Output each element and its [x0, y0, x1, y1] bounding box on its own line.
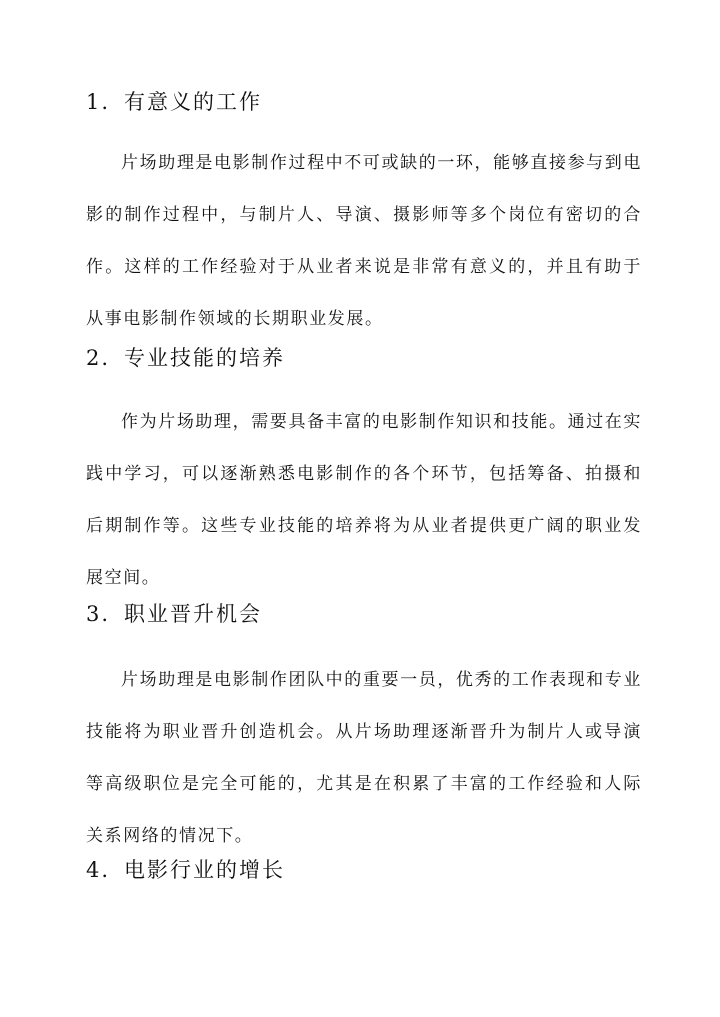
- section-heading-1: [86, 92, 262, 113]
- section-number: 1.: [86, 90, 111, 114]
- section-title: 职业晋升机会: [124, 602, 262, 626]
- section-paragraph-3: 片场助理是电影制作团队中的重要一员，优秀的工作表现和专业技能将为职业晋升创造机会。从片场助理逐渐晋升为制片人或导演等高级职位是完全可能的，尤其是在积累了丰富的工作经验和人际关系网络的情况下。: [86, 670, 642, 846]
- section-number: 3.: [86, 602, 111, 626]
- section-paragraph-1: 片场助理是电影制作过程中不可或缺的一环，能够直接参与到电影的制作过程中，与制片人、导演、摄影师等多个岗位有密切的合作。这样的工作经验对于从业者来说是非常有意义的，并且有助于从事电影制作领域的长期职业发展。: [86, 153, 642, 329]
- section-title: 有意义的工作: [124, 90, 262, 114]
- section-heading-4: [86, 860, 285, 881]
- section-heading-3: [86, 604, 262, 625]
- section-title: 电影行业的增长: [124, 858, 285, 882]
- section-title: 专业技能的培养: [124, 346, 285, 370]
- section-number: 2.: [86, 346, 111, 370]
- section-heading-2: [86, 348, 285, 369]
- section-paragraph-2: 作为片场助理，需要具备丰富的电影制作知识和技能。通过在实践中学习，可以逐渐熟悉电影制作的各个环节，包括筹备、拍摄和后期制作等。这些专业技能的培养将为从业者提供更广阔的职业发展空间。: [86, 412, 642, 588]
- section-number: 4.: [86, 858, 111, 882]
